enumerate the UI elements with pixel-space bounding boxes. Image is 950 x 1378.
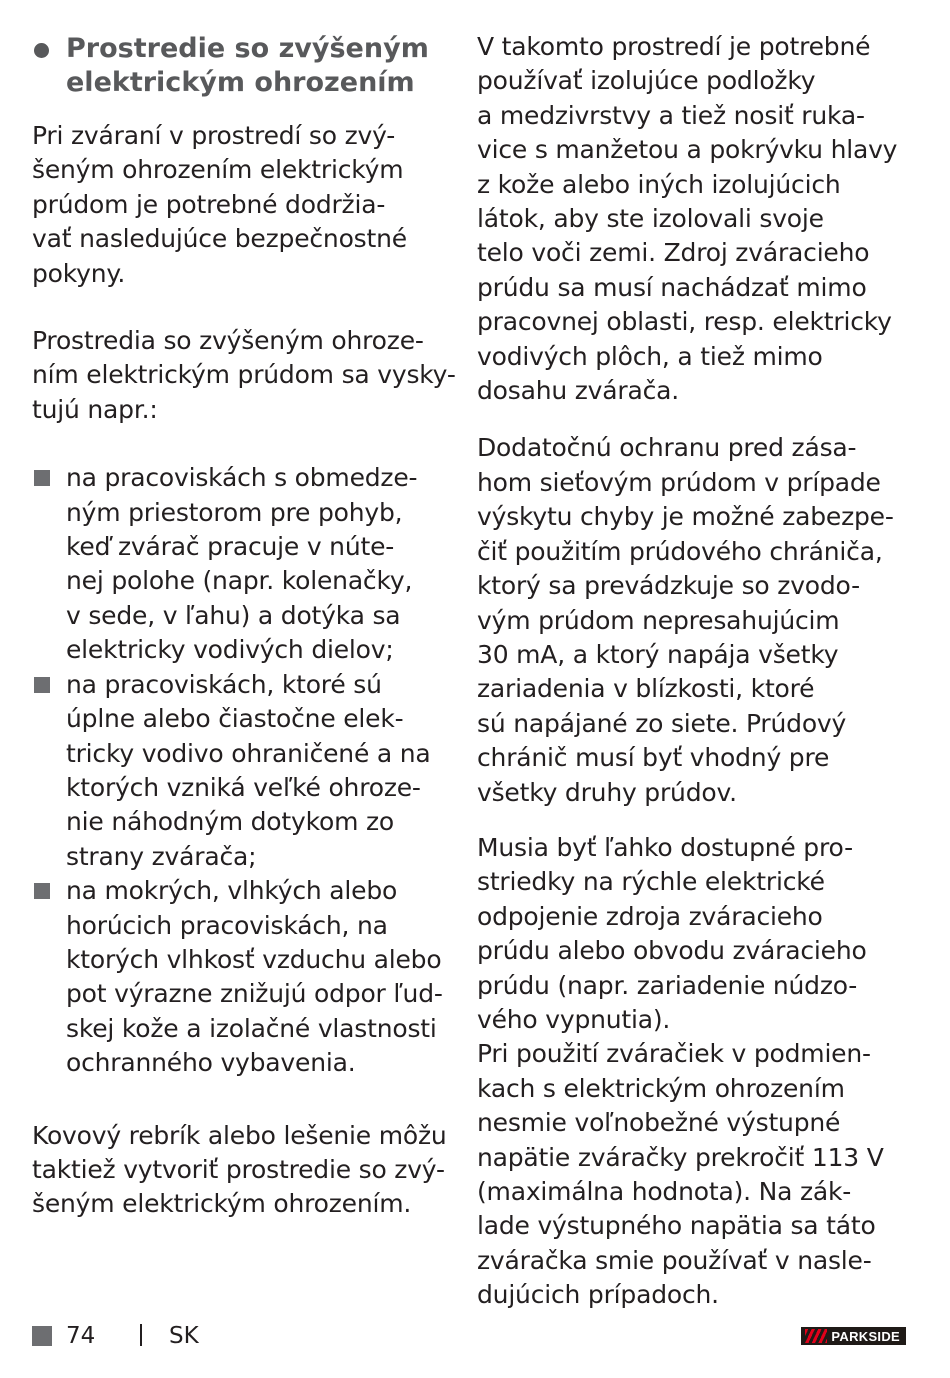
text-line: ktorých vzniká veľké ohroze- — [66, 772, 421, 802]
list-item — [32, 874, 457, 1080]
text-line: vého vypnutia). — [477, 1004, 671, 1034]
text-line: z kože alebo iných izolujúcich — [477, 169, 841, 199]
text-line: odpojenie zdroja zváracieho — [477, 901, 823, 931]
brand-name: PARKSIDE — [831, 1328, 900, 1344]
ladder-paragraph — [32, 1119, 457, 1222]
square-bullet-icon — [34, 470, 50, 486]
text-line: striedky na rýchle elektrické — [477, 867, 825, 897]
hazard-list — [32, 461, 457, 1080]
right-column — [477, 28, 917, 1313]
intro-paragraph — [32, 119, 457, 291]
section-heading — [32, 32, 457, 100]
text-line: taktiež vytvoriť prostredie so zvý- — [32, 1154, 445, 1184]
heading-line: elektrickým ohrozením — [66, 67, 415, 98]
text-line: všetky druhy prúdov. — [477, 777, 737, 807]
text-line: tricky vodivo ohraničené a na — [66, 738, 431, 768]
list-item — [32, 668, 457, 874]
text-line: na pracoviskách s obmedze- — [66, 463, 418, 493]
page-footer — [32, 1322, 910, 1352]
text-line: nie náhodným dotykom zo — [66, 807, 394, 837]
text-line: tujú napr.: — [32, 394, 158, 424]
text-line: Pri zváraní v prostredí so zvý- — [32, 121, 396, 150]
text-line: vodivých plôch, a tiež mimo — [477, 341, 823, 371]
footer-square-icon — [32, 1326, 52, 1346]
disconnect-paragraph — [477, 831, 917, 1313]
text-line: pokyny. — [32, 258, 126, 288]
text-line: ochranného vybavenia. — [66, 1048, 356, 1078]
text-line: úplne alebo čiastočne elek- — [66, 704, 404, 734]
text-line: dujúcich prípadoch. — [477, 1280, 719, 1310]
text-line: Pri použití zváračiek v podmien- — [477, 1039, 871, 1069]
text-line: Prostredia so zvýšeným ohroze- — [32, 326, 424, 356]
text-line: v sede, v ľahu) a dotýka sa — [66, 600, 401, 630]
text-line: šeným ohrozením elektrickým — [32, 155, 404, 185]
text-line: výskytu chyby je možné zabezpe- — [477, 502, 894, 532]
text-line: prúdu sa musí nachádzať mimo — [477, 272, 867, 302]
text-line: prúdom je potrebné dodržia- — [32, 189, 386, 219]
logo-stripes-icon — [805, 1329, 827, 1343]
text-line: vice s manžetou a pokrývku hlavy — [477, 135, 898, 165]
text-line: ným priestorom pre pohyb, — [66, 497, 403, 527]
text-line: kach s elektrickým ohrozením — [477, 1073, 845, 1103]
text-line: nej polohe (napr. kolenačky, — [66, 566, 413, 596]
language-code: SK — [169, 1323, 199, 1349]
text-line: telo voči zemi. Zdroj zváracieho — [477, 238, 870, 268]
text-line: prúdu alebo obvodu zváracieho — [477, 936, 867, 966]
insulation-paragraph — [477, 30, 917, 408]
text-line: pracovnej oblasti, resp. elektricky — [477, 307, 892, 337]
text-line: Kovový rebrík alebo lešenie môžu — [32, 1120, 447, 1150]
text-line: Musia byť ľahko dostupné pro- — [477, 832, 853, 862]
text-line: a medzivrstvy a tiež nosiť ruka- — [477, 100, 865, 130]
text-line: ktorý sa prevádzkuje so zvodo- — [477, 571, 860, 601]
text-line: (maximálna hodnota). Na zák- — [477, 1177, 852, 1206]
text-line: hom sieťovým prúdom v prípade — [477, 467, 881, 497]
text-line: pot výrazne znižujú odpor ľud- — [66, 979, 443, 1009]
text-line: elektricky vodivých dielov; — [66, 635, 394, 665]
text-line: chránič musí byť vhodný pre — [477, 743, 830, 773]
text-line: nesmie voľnobežné výstupné — [477, 1108, 841, 1138]
list-item — [32, 461, 457, 667]
text-line: V takomto prostredí je potrebné — [477, 32, 871, 61]
examples-intro-paragraph — [32, 324, 457, 427]
text-line: používať izolujúce podložky — [477, 66, 816, 96]
text-line: napätie zváračky prekročiť 113 V — [477, 1142, 884, 1172]
text-line: horúcich pracoviskách, na — [66, 910, 388, 940]
page-number: 74 — [66, 1323, 96, 1349]
bullet-dot-icon — [34, 43, 49, 58]
left-column — [32, 28, 457, 1222]
text-line: látok, aby ste izolovali svoje — [477, 204, 824, 234]
text-line: Dodatočnú ochranu pred zása- — [477, 433, 857, 463]
text-line: na mokrých, vlhkých alebo — [66, 876, 398, 906]
heading-line: Prostredie so zvýšeným — [66, 33, 429, 64]
text-line: zariadenia v blízkosti, ktoré — [477, 674, 815, 704]
text-line: ním elektrickým prúdom sa vysky- — [32, 360, 456, 390]
text-line: sú napájané zo siete. Prúdový — [477, 708, 847, 738]
rcd-paragraph — [477, 431, 917, 809]
text-line: lade výstupného napätia sa táto — [477, 1211, 876, 1241]
parkside-logo — [801, 1327, 906, 1345]
text-line: dosahu zvárača. — [477, 376, 679, 406]
text-line: skej kože a izolačné vlastnosti — [66, 1013, 437, 1043]
text-line: vať nasledujúce bezpečnostné — [32, 224, 407, 254]
text-line: čiť použitím prúdového chrániča, — [477, 536, 883, 566]
text-line: na pracoviskách, ktoré sú — [66, 669, 382, 699]
text-line: zváračka smie používať v nasle- — [477, 1245, 872, 1275]
text-line: prúdu (napr. zariadenie núdzo- — [477, 970, 858, 1000]
text-line: vým prúdom nepresahujúcim — [477, 605, 840, 635]
text-line: ktorých vlhkosť vzduchu alebo — [66, 944, 442, 974]
text-line: keď zvárač pracuje v núte- — [66, 532, 395, 562]
text-line: 30 mA, a ktorý napája všetky — [477, 639, 839, 669]
text-line: šeným elektrickým ohrozením. — [32, 1189, 412, 1219]
footer-divider — [140, 1324, 142, 1346]
square-bullet-icon — [34, 883, 50, 899]
text-line: strany zvárača; — [66, 841, 257, 871]
square-bullet-icon — [34, 677, 50, 693]
